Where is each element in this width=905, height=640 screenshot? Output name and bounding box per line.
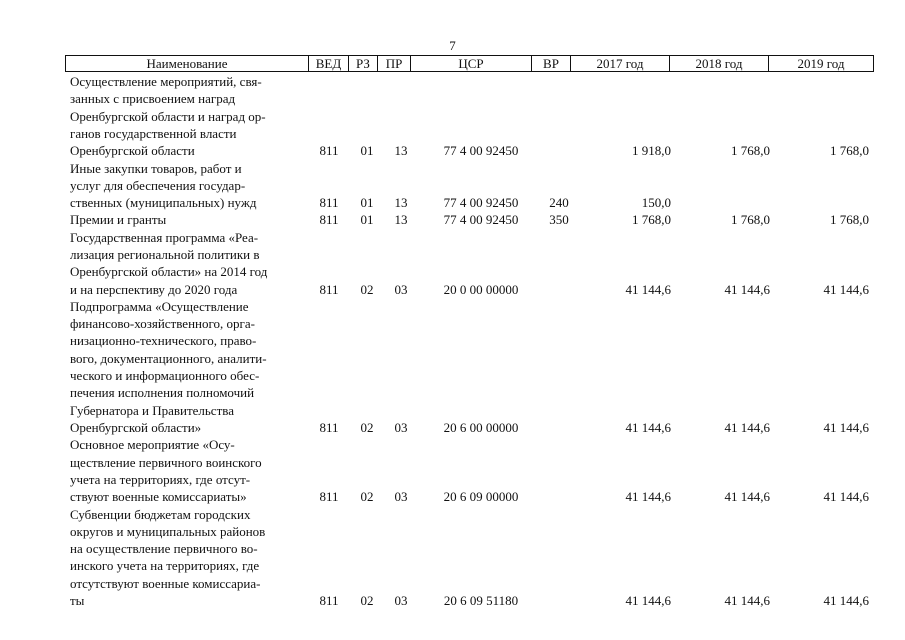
cell-rz: 02 bbox=[360, 593, 374, 608]
row-name-line: ственных (муниципальных) нужд bbox=[70, 195, 257, 211]
cell-vr: 240 bbox=[549, 195, 569, 211]
cell-2017: 41 144,6 bbox=[625, 593, 671, 608]
row-name-line: Осуществление мероприятий, свя- bbox=[70, 74, 262, 89]
cell-pr: 13 bbox=[394, 143, 408, 159]
cell-ved: 811 bbox=[319, 593, 339, 608]
table-row bbox=[0, 211, 905, 228]
column-header-csr: ЦСР bbox=[411, 56, 532, 71]
column-header-2019: 2019 год bbox=[797, 56, 845, 71]
row-name-line: ческого и информационного обес- bbox=[70, 368, 260, 384]
table-row bbox=[0, 229, 905, 298]
cell-2019: 1 768,0 bbox=[830, 212, 869, 228]
page-number: 7 bbox=[449, 38, 456, 53]
table-row bbox=[0, 298, 905, 436]
cell-2017: 1 918,0 bbox=[632, 143, 671, 159]
table-header bbox=[65, 55, 874, 72]
row-name bbox=[70, 160, 310, 212]
column-header-vr: ВР bbox=[532, 56, 571, 71]
cell-2018: 1 768,0 bbox=[731, 143, 770, 159]
row-name-line: ганов государственной власти bbox=[70, 125, 237, 141]
cell-2018: 41 144,6 bbox=[724, 281, 770, 297]
cell-rz: 01 bbox=[360, 212, 374, 228]
table-row bbox=[0, 436, 905, 505]
row-name bbox=[70, 298, 310, 436]
row-name-line: Оренбургской области bbox=[70, 143, 195, 159]
cell-2017: 41 144,6 bbox=[625, 281, 671, 297]
cell-csr: 20 6 00 00000 bbox=[443, 419, 519, 435]
cell-2019: 41 144,6 bbox=[823, 419, 869, 435]
row-name bbox=[70, 229, 310, 298]
cell-csr: 77 4 00 92450 bbox=[443, 143, 519, 159]
row-name-line: Государственная программа «Реа- bbox=[70, 229, 259, 245]
table-row bbox=[0, 160, 905, 212]
cell-csr: 77 4 00 92450 bbox=[443, 212, 519, 228]
row-name-line: Основное мероприятие «Осу- bbox=[70, 437, 235, 453]
cell-csr: 20 0 00 00000 bbox=[443, 281, 519, 297]
cell-pr: 03 bbox=[394, 593, 408, 608]
row-name-line: Субвенции бюджетам городских bbox=[70, 506, 251, 522]
column-header-2018: 2018 год bbox=[670, 56, 769, 71]
cell-pr: 03 bbox=[394, 419, 408, 435]
cell-2019: 41 144,6 bbox=[823, 281, 869, 297]
row-name-line: Губернатора и Правительства bbox=[70, 402, 234, 418]
cell-ved: 811 bbox=[319, 212, 339, 228]
cell-2018: 41 144,6 bbox=[724, 593, 770, 608]
row-name-line: услуг для обеспечения государ- bbox=[70, 177, 246, 193]
cell-2018: 41 144,6 bbox=[724, 489, 770, 505]
row-name-line: и на перспективу до 2020 года bbox=[70, 281, 238, 297]
row-name-line: ствуют военные комиссариаты» bbox=[70, 489, 247, 505]
cell-csr: 77 4 00 92450 bbox=[443, 195, 519, 211]
cell-2019: 41 144,6 bbox=[823, 593, 869, 608]
cell-csr: 20 6 09 00000 bbox=[443, 489, 519, 505]
cell-2017: 41 144,6 bbox=[625, 489, 671, 505]
row-name-line: Оренбургской области» на 2014 год bbox=[70, 264, 268, 280]
cell-ved: 811 bbox=[319, 281, 339, 297]
row-name-line: финансово-хозяйственного, орга- bbox=[70, 316, 255, 332]
row-name bbox=[70, 211, 310, 228]
cell-2017: 150,0 bbox=[641, 195, 671, 211]
cell-vr: 350 bbox=[549, 212, 569, 228]
cell-rz: 01 bbox=[360, 195, 374, 211]
cell-2018: 1 768,0 bbox=[731, 212, 770, 228]
row-name-line: Оренбургской области и наград ор- bbox=[70, 108, 266, 124]
cell-2019: 1 768,0 bbox=[830, 143, 869, 159]
column-header-2017: 2017 год bbox=[571, 56, 670, 71]
cell-2017: 1 768,0 bbox=[632, 212, 671, 228]
row-name-line: ты bbox=[70, 592, 85, 608]
row-name bbox=[70, 436, 310, 505]
cell-2017: 41 144,6 bbox=[625, 419, 671, 435]
cell-2018: 41 144,6 bbox=[724, 419, 770, 435]
cell-rz: 02 bbox=[360, 281, 374, 297]
row-name-line: на осуществление первичного во- bbox=[70, 541, 258, 557]
row-name-line: занных с присвоением наград bbox=[70, 91, 236, 107]
row-name-line: Иные закупки товаров, работ и bbox=[70, 160, 242, 176]
column-header-rz: РЗ bbox=[349, 56, 378, 71]
row-name-line: вого, документационного, аналити- bbox=[70, 350, 267, 366]
cell-csr: 20 6 09 51180 bbox=[443, 593, 519, 608]
row-name bbox=[70, 73, 310, 159]
column-header-pr: ПР bbox=[378, 56, 411, 71]
cell-ved: 811 bbox=[319, 489, 339, 505]
row-name-line: инского учета на территориях, где bbox=[70, 558, 260, 574]
cell-pr: 03 bbox=[394, 489, 408, 505]
row-name-line: лизация региональной политики в bbox=[70, 246, 260, 262]
row-name-line: Премии и гранты bbox=[70, 212, 167, 228]
row-name-line: учета на территориях, где отсут- bbox=[70, 471, 251, 487]
column-header-ved: ВЕД bbox=[309, 56, 349, 71]
row-name-line: печения исполнения полномочий bbox=[70, 385, 255, 401]
row-name-line: округов и муниципальных районов bbox=[70, 523, 266, 539]
table-row bbox=[0, 506, 905, 610]
cell-pr: 13 bbox=[394, 195, 408, 211]
cell-ved: 811 bbox=[319, 419, 339, 435]
row-name-line: низационно-технического, право- bbox=[70, 333, 257, 349]
cell-pr: 13 bbox=[394, 212, 408, 228]
cell-ved: 811 bbox=[319, 195, 339, 211]
column-header-name: Наименование bbox=[66, 56, 309, 71]
cell-2019: 41 144,6 bbox=[823, 489, 869, 505]
table-row bbox=[0, 73, 905, 160]
cell-ved: 811 bbox=[319, 143, 339, 159]
cell-rz: 01 bbox=[360, 143, 374, 159]
row-name-line: Оренбургской области» bbox=[70, 419, 202, 435]
row-name-line: отсутствуют военные комиссариа- bbox=[70, 575, 261, 591]
row-name bbox=[70, 506, 310, 610]
row-name-line: ществление первичного воинского bbox=[70, 454, 262, 470]
row-name-line: Подпрограмма «Осуществление bbox=[70, 298, 249, 314]
cell-rz: 02 bbox=[360, 419, 374, 435]
cell-rz: 02 bbox=[360, 489, 374, 505]
cell-pr: 03 bbox=[394, 281, 408, 297]
